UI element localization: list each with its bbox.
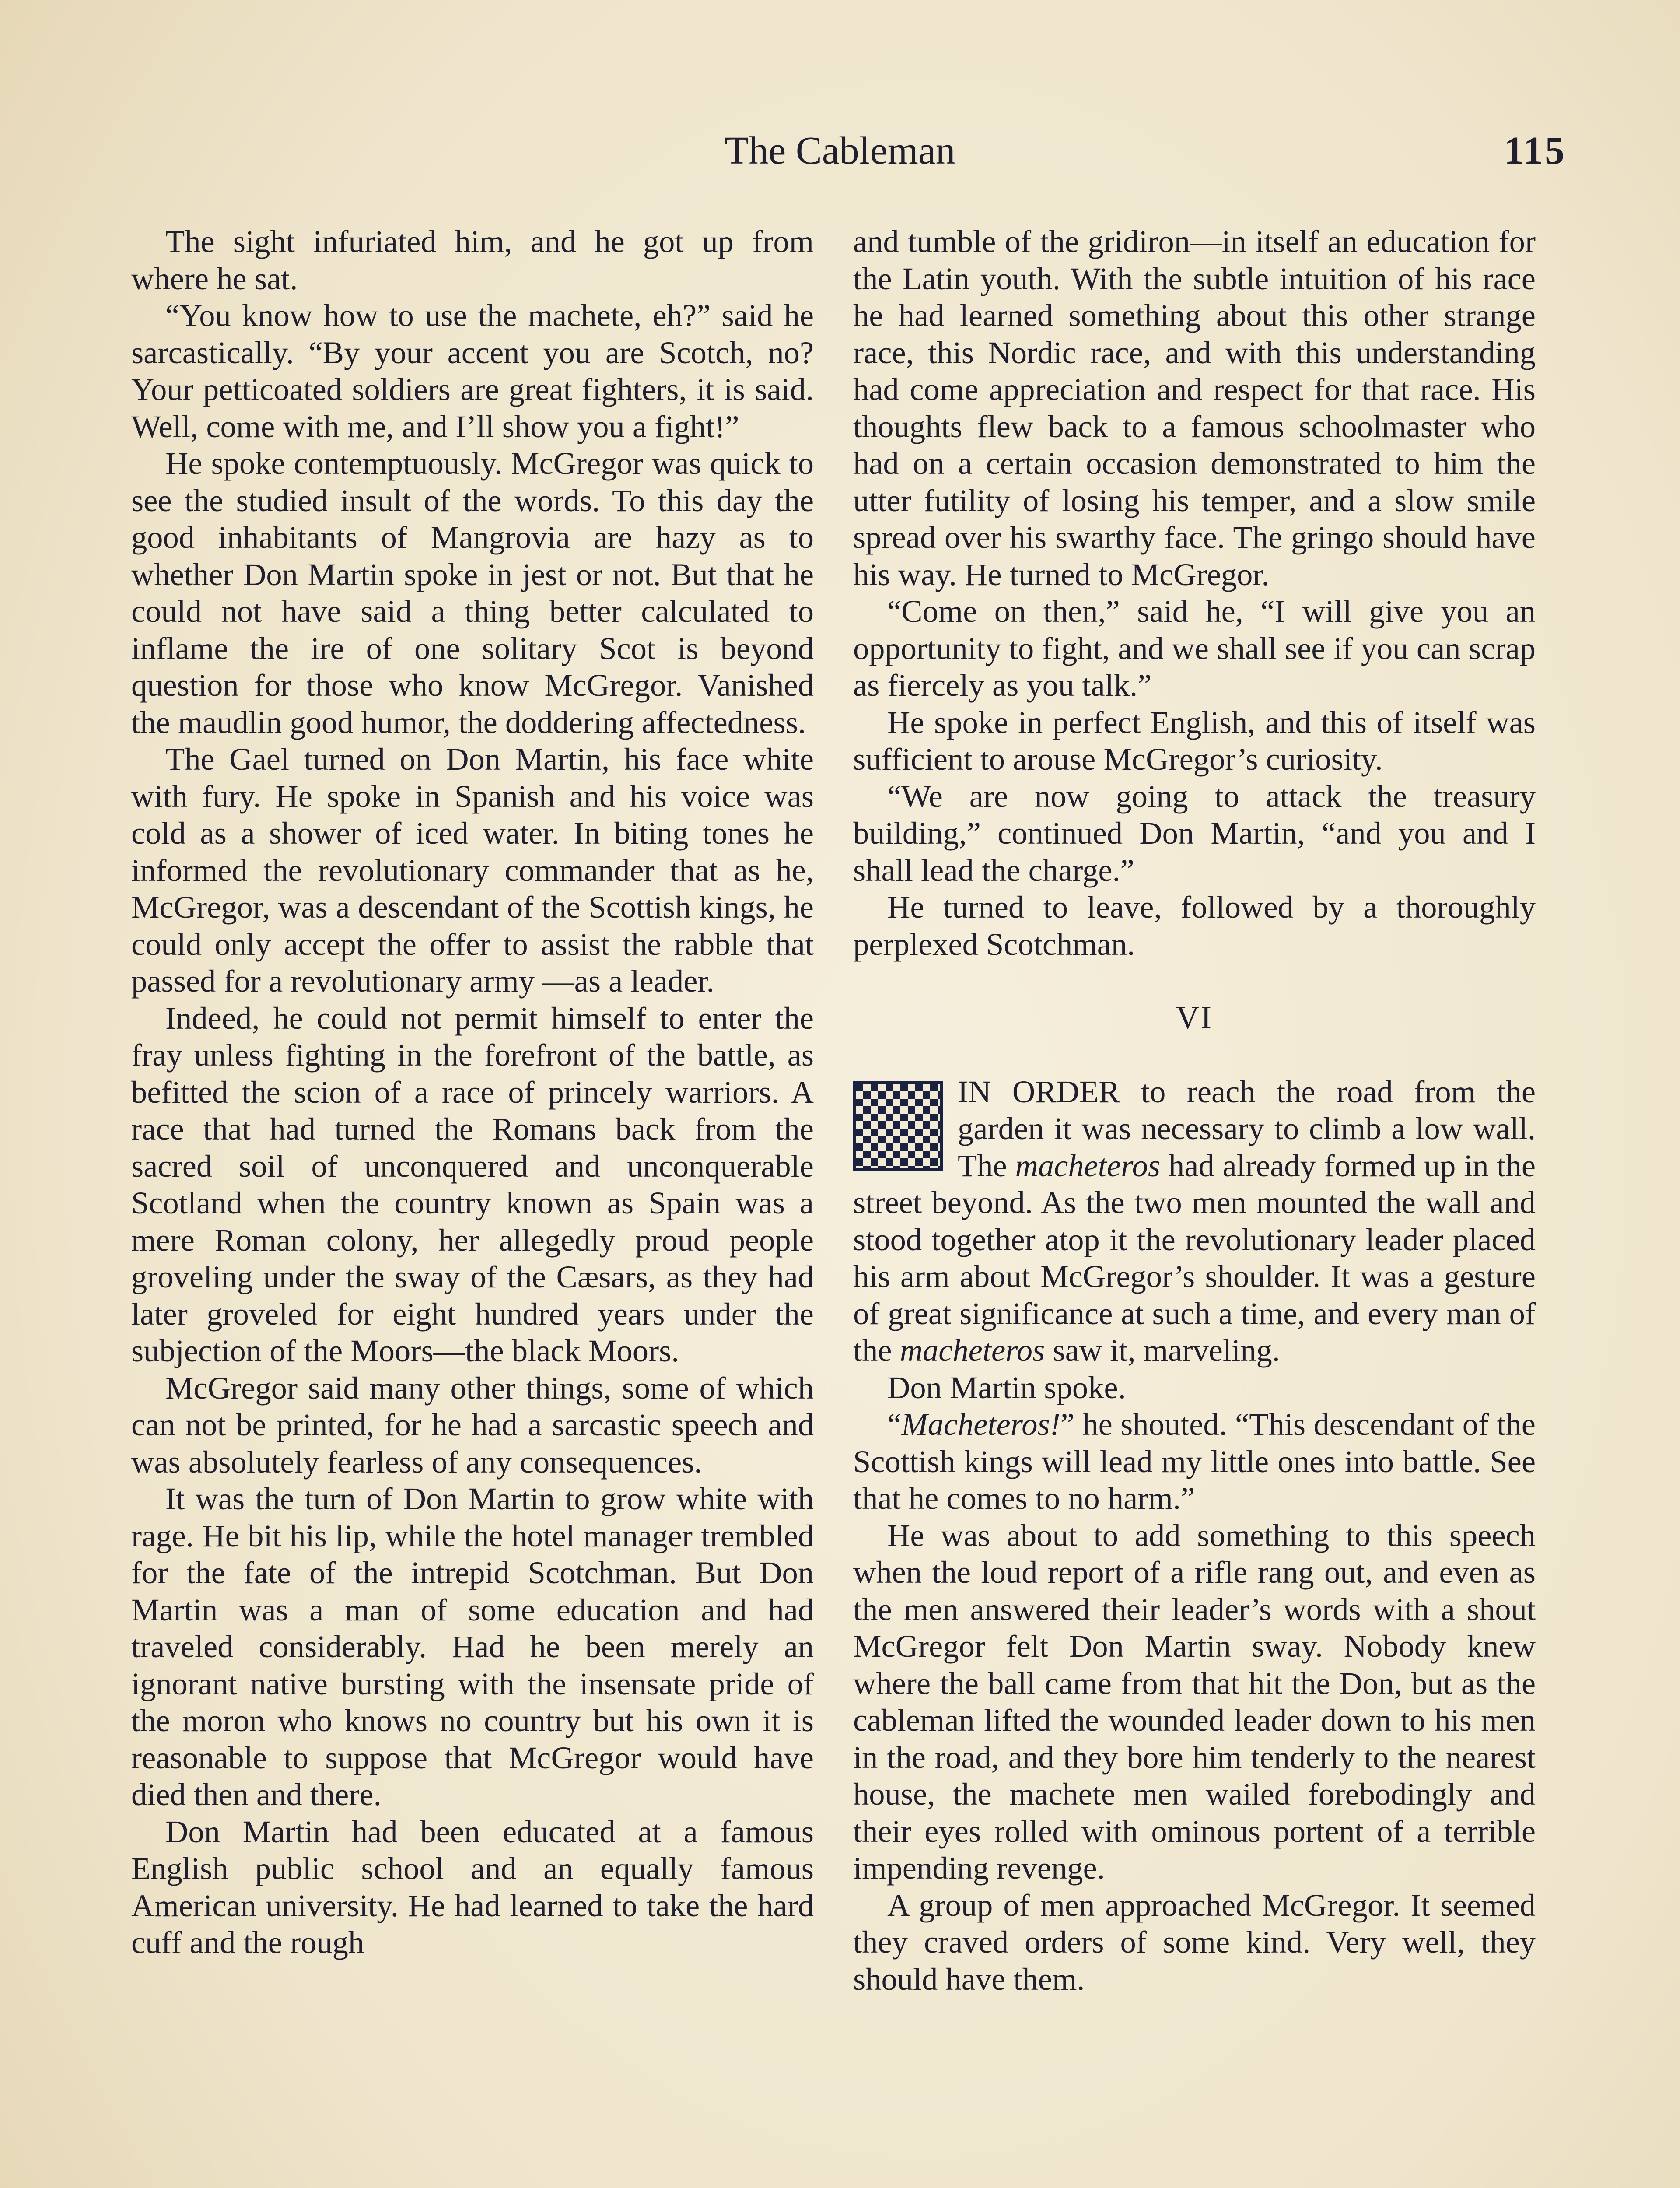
dropcap-paragraph	[853, 1073, 1536, 1369]
paragraph: He spoke contemptuously. McGregor was quick to see the studied insult of the words. To this day the good inhabitants of Mangrovia are hazy as to whether Don Martin spoke in jest or not. But that he could not have said a thing better calculated to inflame the ire of one solitary Scot is beyond question for those who know McGregor. Vanished the maudlin good humor, the doddering affectedness.	[131, 445, 814, 740]
text-run: IN ORDER to reach the road from the garden it was necessary to climb a low wall. The	[958, 1073, 1536, 1183]
paragraph: and tumble of the gridiron—in itself an education for the Latin youth. With the subtle intuition of his race he had learned something about this other strange race, this Nordic race, and with this understanding had come appreciation and respect for that race. His thoughts flew back to a famous schoolmaster who had on a certain occasion demonstrated to him the utter futility of losing his temper, and a slow smile spread over his swarthy face. The gringo should have his way. He turned to McGregor.	[853, 224, 1536, 592]
text-run: saw it, marveling.	[1045, 1332, 1280, 1368]
paragraph: The Gael turned on Don Martin, his face white with fury. He spoke in Spanish and his voice was cold as a shower of iced water. In biting tones he informed the revolutionary commander that as he, McGregor, was a descendant of the Scottish kings, he could only accept the offer to assist the rabble that passed for a revolutionary army —as a leader.	[131, 741, 814, 999]
italic-text: Macheteros!	[901, 1406, 1060, 1442]
text-run: had already formed up in the street beyond. As the two men mounted the wall and stood together atop it the revolutionary leader placed his arm about McGregor’s shoulder. It was a gesture of great significance at such a time, and every man of the	[853, 1147, 1536, 1368]
paragraph: A group of men approached McGregor. It seemed they craved orders of some kind. Very well, they should have them.	[853, 1887, 1536, 1997]
paragraph: It was the turn of Don Martin to grow white with rage. He bit his lip, while the hotel manager trembled for the fate of the intrepid Scotchman. But Don Martin was a man of some education and had traveled considerably. Had he been merely an ignorant native bursting with the insensate pride of the moron who knows no country but his own it is reasonable to suppose that McGregor would have died then and there.	[131, 1481, 814, 1812]
paragraph: Don Martin spoke.	[887, 1369, 1126, 1405]
paragraph: “We are now going to attack the treasury building,” continued Don Martin, “and you and I shall lead the charge.”	[853, 778, 1536, 888]
right-column-upper-text	[853, 223, 1536, 963]
right-column-lower-text	[853, 1369, 1536, 1998]
italic-text: macheteros	[1015, 1147, 1161, 1183]
text-run: “	[887, 1406, 902, 1442]
italic-text: macheteros	[900, 1332, 1045, 1368]
paragraph	[853, 1406, 1536, 1517]
text-run: ” he shouted. “This descendant of the Scottish kings will lead my little ones into battle. See that he comes to no harm.”	[853, 1406, 1536, 1516]
paragraph: “You know how to use the machete, eh?” said he sarcastically. “By your accent you are Scotch, no? Your petticoated soldiers are great fighters, it is said. Well, come with me, and I’ll show you a fight!”	[131, 298, 814, 444]
paragraph: Don Martin had been educated at a famous English public school and an equally famous American university. He had learned to take the hard cuff and the rough	[131, 1813, 814, 1960]
page-number: 115	[1504, 129, 1566, 172]
paragraph: McGregor said many other things, some of which can not be printed, for he had a sarcastic speech and was absolutely fearless of any consequences.	[131, 1370, 814, 1480]
paragraph: Indeed, he could not permit himself to enter the fray unless fighting in the forefront of the battle, as befitted the scion of a race of princely warriors. A race that had turned the Romans back from the sacred soil of unconquered and unconquerable Scotland when the country known as Spain was a mere Roman colony, her allegedly proud people groveling under the sway of the Cæsars, as they had later groveled for eight hundred years under the subjection of the Moors—the black Moors.	[131, 1000, 814, 1368]
paragraph: “Come on then,” said he, “I will give you an opportunity to fight, and we shall see if you can scrap as fiercely as you talk.”	[853, 593, 1536, 703]
right-column	[853, 223, 1536, 1998]
left-column	[131, 223, 814, 1961]
running-head-title: The Cableman	[724, 129, 956, 172]
ornamental-dropcap-icon	[853, 1081, 943, 1171]
paragraph: He turned to leave, followed by a thoroughly perplexed Scotchman.	[853, 889, 1536, 962]
paragraph: He was about to add something to this speech when the loud report of a rifle rang out, and even as the men answered their leader’s words with a shout McGregor felt Don Martin sway. Nobody knew where the ball came from that hit the Don, but as the cableman lifted the wounded leader down to his men in the road, and they bore him tenderly to the nearest house, the machete men wailed forebodingly and their eyes rolled with ominous portent of a terrible impending revenge.	[853, 1517, 1536, 1886]
paragraph: He spoke in perfect English, and this of itself was sufficient to arouse McGregor’s curiosity.	[853, 704, 1536, 777]
paragraph: The sight infuriated him, and he got up from where he sat.	[131, 224, 814, 296]
section-heading: VI	[1176, 1000, 1213, 1036]
